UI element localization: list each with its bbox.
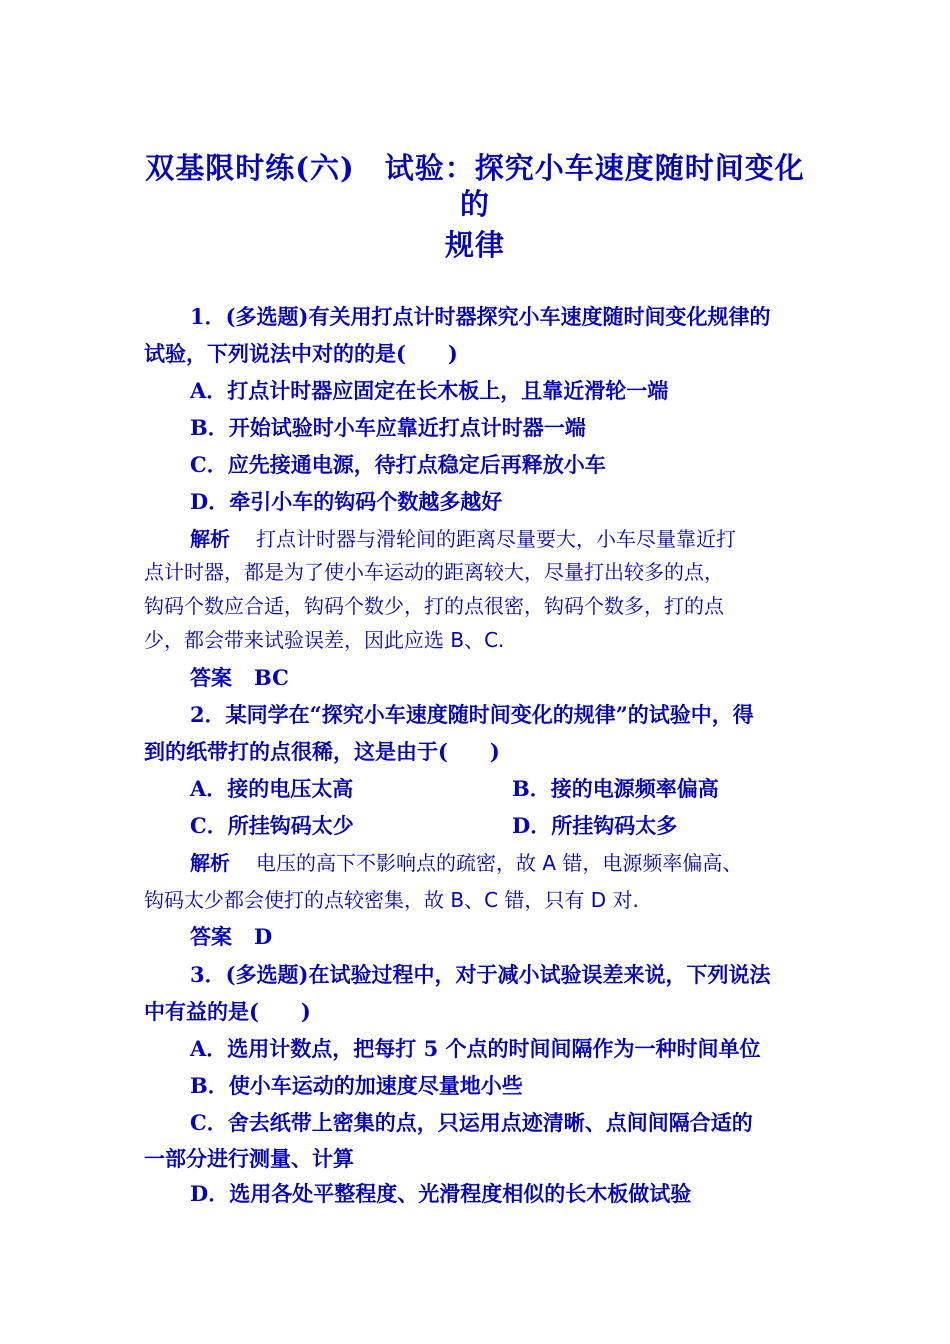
answer-label: 答案 bbox=[190, 924, 232, 949]
q3-option-a: A．选用计数点，把每打 5 个点的时间间隔作为一种时间单位 bbox=[190, 1036, 761, 1061]
q2-option-a: A．接的电压太高 bbox=[190, 776, 354, 801]
q1-option-d: D．牵引小车的钩码个数越多越好 bbox=[190, 489, 503, 514]
q3-stem: 3．(多选题)在试验过程中，对于减小试验误差来说，下列说法 bbox=[190, 962, 771, 987]
answer-value: D bbox=[254, 924, 273, 949]
q1-option-c: C．应先接通电源，待打点稳定后再释放小车 bbox=[190, 452, 606, 477]
q2-analysis bbox=[190, 849, 742, 877]
q1-answer bbox=[190, 664, 289, 692]
page-title-continued: 规律 bbox=[444, 228, 505, 262]
q3-stem-cont: 中有益的是( ) bbox=[144, 999, 311, 1024]
q2-option-d: D．所挂钩码太多 bbox=[512, 813, 678, 838]
q3-option-c: C．舍去纸带上密集的点，只运用点迹清晰、点间间隔合适的 bbox=[190, 1110, 753, 1135]
q1-analysis bbox=[190, 525, 736, 553]
q1-analysis-line3: 钩码个数应合适，钩码个数少，打的点很密，钩码个数多，打的点 bbox=[144, 594, 724, 618]
q2-option-c: C．所挂钩码太少 bbox=[190, 813, 354, 838]
q1-stem-cont: 试验，下列说法中对的的是( ) bbox=[144, 341, 458, 366]
analysis-label: 解析 bbox=[190, 851, 230, 875]
answer-value: BC bbox=[254, 665, 289, 690]
q1-analysis-line2: 点计时器，都是为了使小车运动的距离较大，尽量打出较多的点， bbox=[144, 560, 724, 584]
page-title: 双基限时练(六) 试验：探究小车速度随时间变化的 bbox=[145, 151, 805, 221]
q1-analysis-line4: 少，都会带来试验误差，因此应选 B、C. bbox=[144, 628, 505, 652]
analysis-text: 电压的高下不影响点的疏密，故 A 错，电源频率偏高、 bbox=[256, 851, 743, 875]
answer-label: 答案 bbox=[190, 665, 232, 690]
q2-answer bbox=[190, 923, 272, 951]
q2-analysis-line2: 钩码太少都会使打的点较密集，故 B、C 错，只有 D 对. bbox=[144, 888, 639, 912]
q2-stem-cont: 到的纸带打的点很稀，这是由于( ) bbox=[144, 739, 500, 764]
q1-stem: 1．(多选题)有关用打点计时器探究小车速度随时间变化规律的 bbox=[190, 304, 771, 329]
q3-option-b: B．使小车运动的加速度尽量地小些 bbox=[190, 1073, 523, 1098]
q1-option-a: A．打点计时器应固定在长木板上，且靠近滑轮一端 bbox=[190, 378, 669, 403]
analysis-text: 打点计时器与滑轮间的距离尽量要大，小车尽量靠近打 bbox=[256, 527, 736, 551]
q2-stem: 2．某同学在“探究小车速度随时间变化的规律”的试验中，得 bbox=[190, 702, 754, 727]
q3-option-c-cont: 一部分进行测量、计算 bbox=[144, 1146, 354, 1171]
q2-option-b: B．接的电源频率偏高 bbox=[512, 776, 719, 801]
q1-option-b: B．开始试验时小车应靠近打点计时器一端 bbox=[190, 415, 586, 440]
analysis-label: 解析 bbox=[190, 527, 230, 551]
q3-option-d: D．选用各处平整程度、光滑程度相似的长木板做试验 bbox=[190, 1181, 692, 1206]
